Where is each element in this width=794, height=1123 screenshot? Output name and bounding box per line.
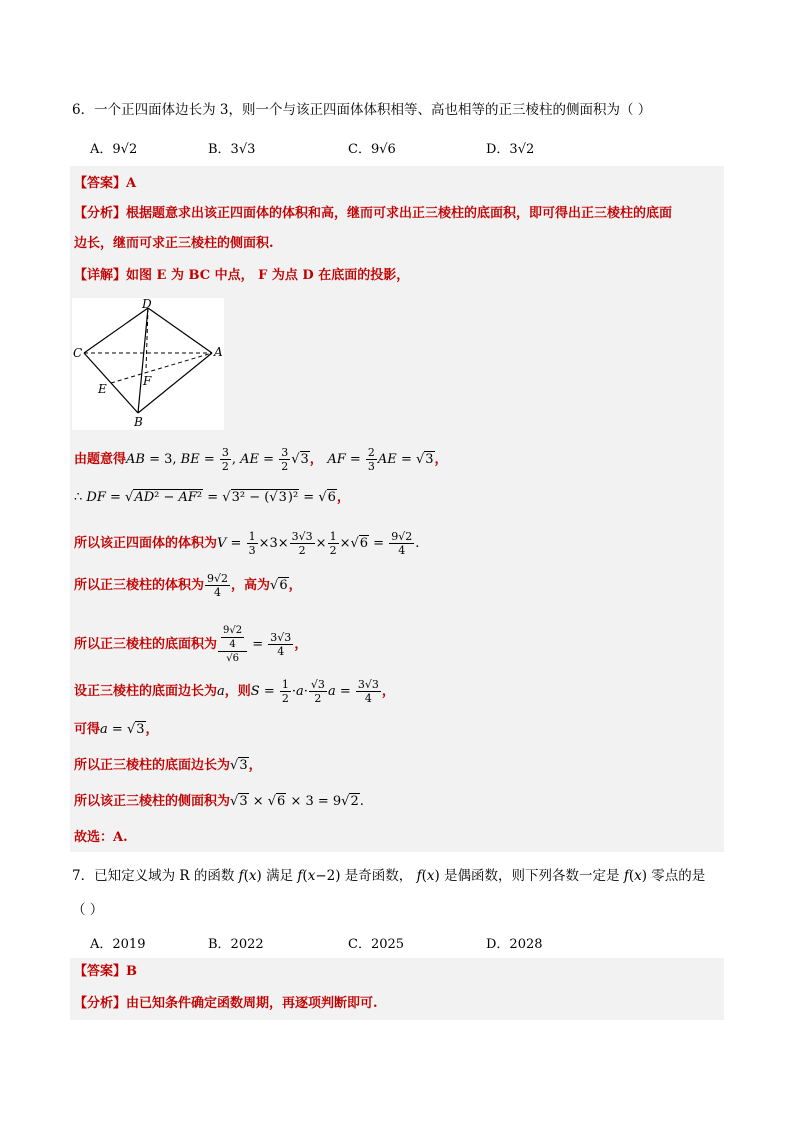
q6-stem: 6．一个正四面体边长为 3，则一个与该正四面体体积相等、高也相等的正三棱柱的侧面积为（ ） (72, 102, 652, 118)
q6-option-d[interactable]: D．3√2 (486, 142, 535, 157)
s6-line-10: 故选：A. (74, 830, 128, 845)
q7-stem-line-2: （ ） (72, 902, 104, 918)
s6-line-8: 所以正三棱柱的底面边长为√3， (74, 758, 262, 773)
q7-option-b[interactable]: B．2022 (208, 937, 264, 952)
q6-options (90, 138, 730, 158)
q6-option-a[interactable]: A．9√2 (90, 142, 138, 157)
q6-option-b[interactable]: B．3√3 (208, 142, 256, 157)
q6-option-c[interactable]: C．9√6 (348, 142, 396, 157)
q7-option-a[interactable]: A．2019 (90, 937, 146, 952)
tetrahedron-figure (72, 298, 224, 430)
q7-stem-line-1: 7．已知定义域为 R 的函数 f(x) 满足 f(x−2) 是奇函数， f(x) 是偶函数，则下列各数一定是 f(x) 零点的是 (72, 868, 706, 884)
q7-options (90, 933, 730, 953)
s6-line-4: 所以正三棱柱的体积为 $\frac{9√2}{4}$ ，高为√6， (74, 572, 302, 599)
label-A: A (214, 345, 223, 359)
s6-analysis-line-1: 【分析】根据题意求出该正四面体的体积和高，继而可求出正三棱柱的底面积，即可得出正三棱柱的底面 (74, 206, 673, 221)
s7-answer: 【答案】B (74, 964, 138, 979)
s6-detail-line: 【详解】如图 E 为 BC 中点， F 为点 D 在底面的投影， (74, 268, 410, 283)
q7-option-c[interactable]: C．2025 (348, 937, 405, 952)
label-D: D (142, 298, 152, 311)
s6-analysis-line-2: 边长，继而可求正三棱柱的侧面积. (74, 236, 274, 251)
s6-line-6: 设正三棱柱的底面边长为a，则S = $\frac{1}{2}$ ·a· $\frac{√3}{2}$ a = $\frac{3√3}{4}$ ， (74, 678, 395, 705)
s6-line-1: 由题意得AB = 3, BE = $\frac{3}{2}$ , AE = $\frac{3}{2}$ √3， AF = $\frac{2}{3}$ AE = √3， (74, 446, 448, 473)
s6-line-7: 可得a = √3， (74, 722, 159, 737)
s6-line-3: 所以该正四面体的体积为V = $\frac{1}{3}$ ×3× $\frac{3√3}{2}$ × $\frac{1}{2}$ ×√6 = $\frac{9√2}{4}$ . (74, 530, 420, 557)
s6-line-5: 所以正三棱柱的底面积为 $\frac{\frac{9√2}{4}}{√6}$ = $\frac{3√3}{4}$ ， (74, 625, 308, 664)
q7-option-d[interactable]: D．2028 (486, 937, 543, 952)
tetrahedron-diagram (72, 298, 224, 430)
label-B: B (134, 415, 143, 429)
label-F: F (143, 374, 152, 388)
s6-line-2: ∴ DF = √AD² − AF² = √3² − (√3)² = √6， (74, 490, 350, 505)
label-C: C (73, 346, 83, 360)
s6-line-9: 所以该正三棱柱的侧面积为√3 × √6 × 3 = 9√2. (74, 794, 364, 809)
label-E: E (98, 382, 107, 396)
s7-analysis: 【分析】由已知条件确定函数周期，再逐项判断即可. (74, 996, 378, 1011)
s6-answer: 【答案】A (74, 176, 137, 191)
